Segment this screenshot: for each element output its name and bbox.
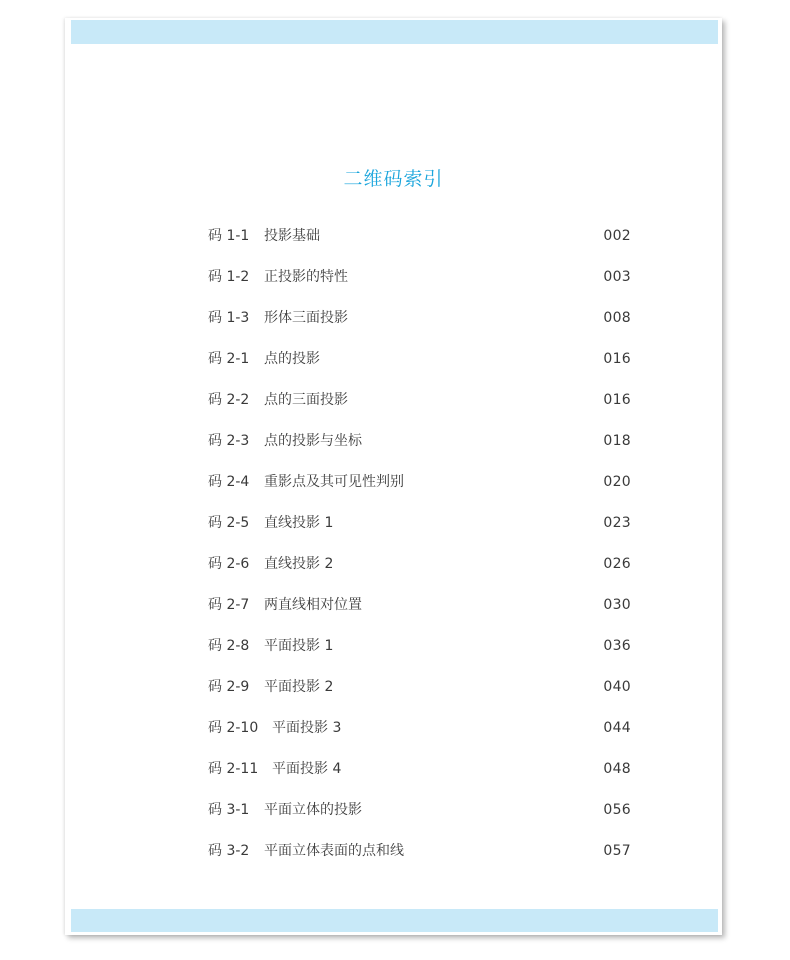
- entry-code: 码 2-4: [208, 474, 250, 490]
- index-entry: [208, 429, 631, 470]
- entry-code: 码 2-8: [208, 638, 250, 654]
- entry-page-number: 044: [603, 720, 631, 736]
- entry-page-number: 026: [603, 556, 631, 572]
- entry-code: 码 2-3: [208, 433, 250, 449]
- entry-page-number: 036: [603, 638, 631, 654]
- entry-page-number: 030: [603, 597, 631, 613]
- entry-page-number: 023: [603, 515, 631, 531]
- entry-page-number: 056: [603, 802, 631, 818]
- entry-title: 平面投影 2: [264, 679, 334, 695]
- entry-title: 平面投影 4: [272, 761, 342, 777]
- index-entry: [208, 511, 631, 552]
- index-entry: [208, 388, 631, 429]
- index-entry: [208, 470, 631, 511]
- entry-code: 码 1-1: [208, 228, 250, 244]
- entry-code: 码 3-2: [208, 843, 250, 859]
- entry-title: 点的投影: [264, 351, 320, 367]
- entry-title: 投影基础: [264, 228, 320, 244]
- entry-page-number: 008: [603, 310, 631, 326]
- entry-title: 形体三面投影: [264, 310, 348, 326]
- entry-title: 平面投影 3: [272, 720, 342, 736]
- index-entry: [208, 593, 631, 634]
- index-entry: [208, 798, 631, 839]
- entry-code: 码 2-2: [208, 392, 250, 408]
- entry-title: 两直线相对位置: [264, 597, 362, 613]
- entry-page-number: 016: [603, 351, 631, 367]
- index-entry: [208, 306, 631, 347]
- entry-page-number: 020: [603, 474, 631, 490]
- index-entry: [208, 716, 631, 757]
- index-entry: [208, 552, 631, 593]
- entry-code: 码 2-5: [208, 515, 250, 531]
- entry-title: 直线投影 2: [264, 556, 334, 572]
- entry-code: 码 2-10: [208, 720, 259, 736]
- index-entry: [208, 839, 631, 880]
- entry-page-number: 003: [603, 269, 631, 285]
- entry-title: 重影点及其可见性判别: [264, 474, 404, 490]
- index-entry: [208, 634, 631, 675]
- entry-page-number: 018: [603, 433, 631, 449]
- book-page: [65, 18, 722, 935]
- entry-title: 点的投影与坐标: [264, 433, 362, 449]
- entry-code: 码 1-2: [208, 269, 250, 285]
- qr-code-index-list: [208, 224, 631, 880]
- index-entry: [208, 265, 631, 306]
- entry-code: 码 3-1: [208, 802, 250, 818]
- index-entry: [208, 675, 631, 716]
- entry-page-number: 002: [603, 228, 631, 244]
- entry-page-number: 040: [603, 679, 631, 695]
- index-entry: [208, 224, 631, 265]
- page-title: 二维码索引: [343, 168, 444, 190]
- top-decorative-band: [71, 20, 718, 44]
- entry-title: 正投影的特性: [264, 269, 348, 285]
- bottom-decorative-band: [71, 909, 718, 932]
- entry-page-number: 048: [603, 761, 631, 777]
- entry-code: 码 2-9: [208, 679, 250, 695]
- entry-code: 码 2-6: [208, 556, 250, 572]
- entry-code: 码 1-3: [208, 310, 250, 326]
- entry-title: 点的三面投影: [264, 392, 348, 408]
- entry-title: 平面立体的投影: [264, 802, 362, 818]
- entry-code: 码 2-1: [208, 351, 250, 367]
- entry-code: 码 2-11: [208, 761, 259, 777]
- entry-code: 码 2-7: [208, 597, 250, 613]
- entry-title: 直线投影 1: [264, 515, 334, 531]
- entry-page-number: 057: [603, 843, 631, 859]
- index-entry: [208, 757, 631, 798]
- entry-page-number: 016: [603, 392, 631, 408]
- entry-title: 平面立体表面的点和线: [264, 843, 404, 859]
- index-entry: [208, 347, 631, 388]
- entry-title: 平面投影 1: [264, 638, 334, 654]
